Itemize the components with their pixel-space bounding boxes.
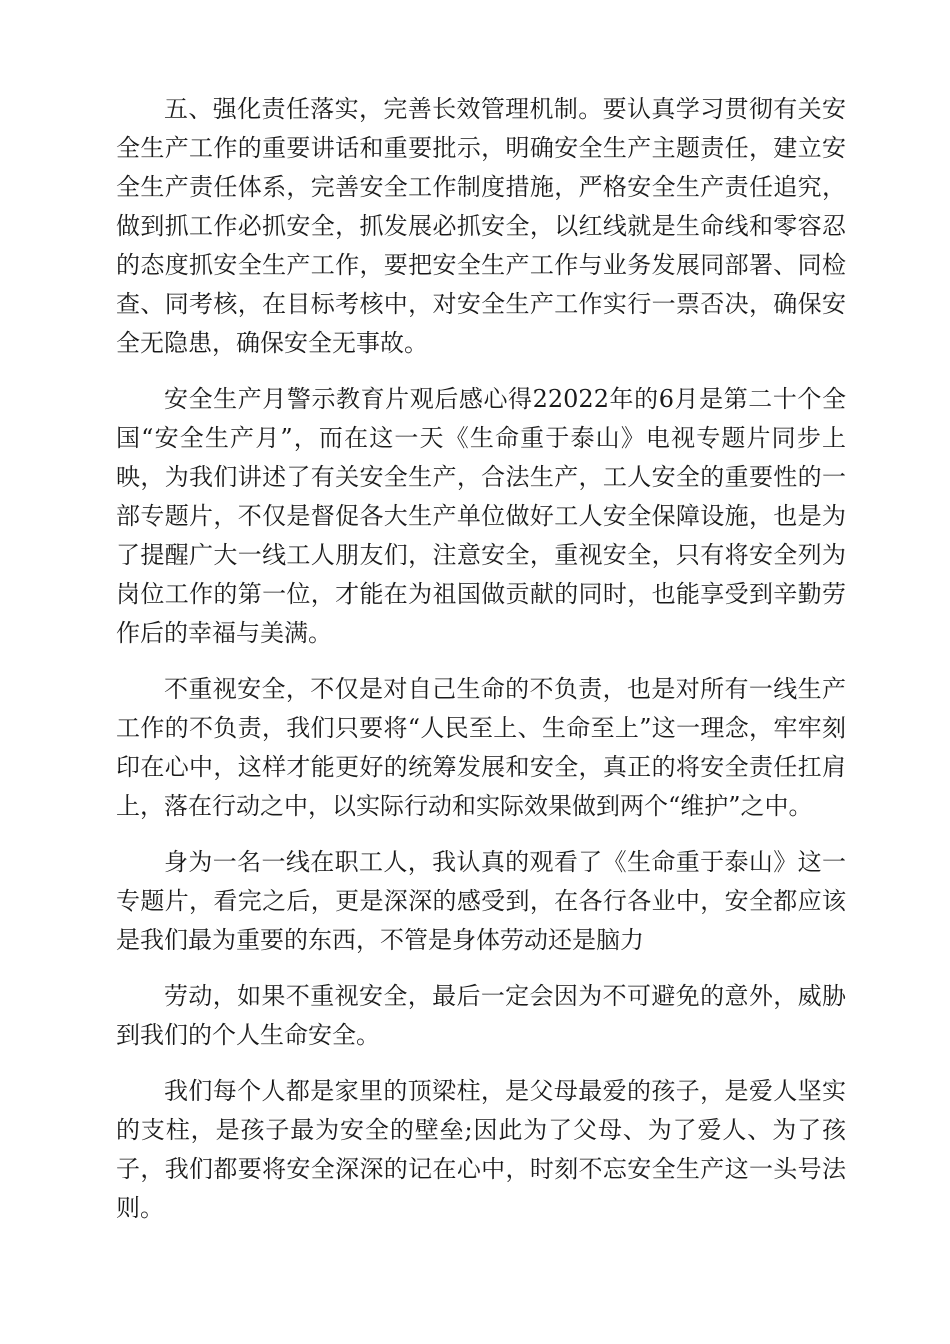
paragraph-5: 劳动，如果不重视安全，最后一定会因为不可避免的意外，威胁到我们的个人生命安全。 [116,982,846,1049]
paragraph-1: 五、强化责任落实，完善长效管理机制。要认真学习贯彻有关安全生产工作的重要讲话和重要批示，明确安全生产主题责任，建立安全生产责任体系，完善安全工作制度措施，严格安全生产责任追究，做到抓工作必抓安全，抓发展必抓安全，以红线就是生命线和零容忍的态度抓安全生产工作，要把安全生产工作与业务发展同部署、同检查、同考核，在目标考核中，对安全生产工作实行一票否决，确保安全无隐患，确保安全无事故。 [116,95,846,357]
paragraph-6: 我们每个人都是家里的顶梁柱，是父母最爱的孩子，是爱人坚实的支柱，是孩子最为安全的壁垒;因此为了父母、为了爱人、为了孩子，我们都要将安全深深的记在心中，时刻不忘安全生产这一头号法则。 [116,1077,846,1222]
paragraph-4: 身为一名一线在职工人，我认真的观看了《生命重于泰山》这一专题片，看完之后，更是深深的感受到，在各行各业中，安全都应该是我们最为重要的东西，不管是身体劳动还是脑力 [116,848,846,954]
document-body [116,90,846,1228]
paragraph-2: 安全生产月警示教育片观后感心得22022年的6月是第二十个全国“安全生产月”，而在这一天《生命重于泰山》电视专题片同步上映，为我们讲述了有关安全生产，合法生产，工人安全的重要性的一部专题片，不仅是督促各大生产单位做好工人安全保障设施，也是为了提醒广大一线工人朋友们，注意安全，重视安全，只有将安全列为岗位工作的第一位，才能在为祖国做贡献的同时，也能享受到辛勤劳作后的幸福与美满。 [116,385,846,647]
paragraph-3: 不重视安全，不仅是对自己生命的不负责，也是对所有一线生产工作的不负责，我们只要将“人民至上、生命至上”这一理念，牢牢刻印在心中，这样才能更好的统筹发展和安全，真正的将安全责任扛肩上，落在行动之中，以实际行动和实际效果做到两个“维护”之中。 [116,675,846,820]
